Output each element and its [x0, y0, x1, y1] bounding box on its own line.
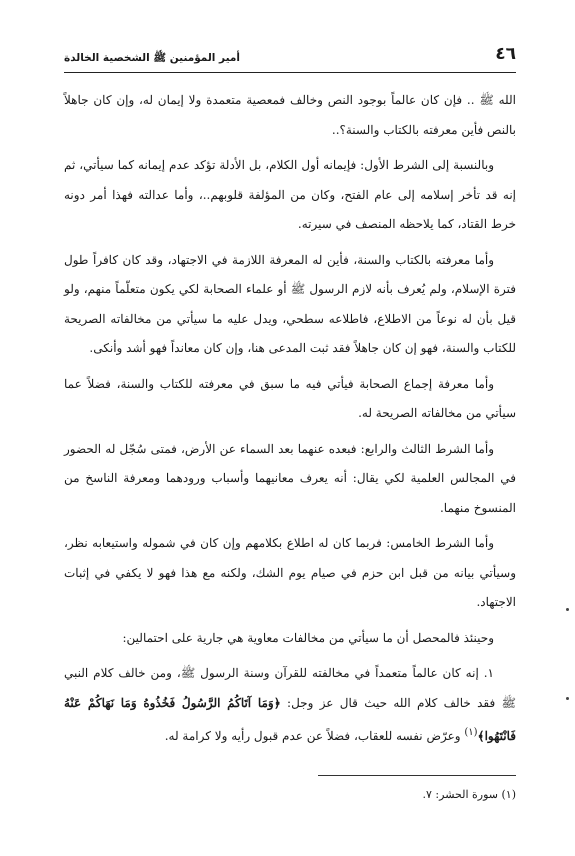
header-rule	[64, 72, 516, 73]
scan-mark	[566, 697, 569, 700]
paragraph-text: ١. إنه كان عالماً متعمداً في مخالفته للقرآن وسنة الرسول ﷺ، ومن خالف كلام النبي ﷺ فقد خالف كلام الله حيث قال عز وجل:	[64, 666, 517, 710]
paragraph: وأما الشرط الثالث والرابع: فبعده عنهما بعد السماء عن الأرض، فمتى سُجّل له الحضور في المجالس العلمية لكي يقال: أنه يعرف معانيهما وأسباب ورودهما ومعرفة الناسخ من المنسوخ منهما.	[64, 441, 516, 515]
footnote-rule	[318, 775, 516, 776]
page-number: ٤٦	[495, 44, 516, 64]
footnote-marker: (١)	[464, 727, 478, 738]
paragraph: وأما معرفة إجماع الصحابة فيأتي فيه ما سبق في معرفته للكتاب والسنة، فضلاً عما سيأتي من مخالفاته الصريحة له.	[64, 376, 516, 420]
paragraph-text: وعرّض نفسه للعقاب، فضلاً عن عدم قبول رأيه ولا كرامة له.	[164, 729, 465, 743]
paragraph: وأما معرفته بالكتاب والسنة، فأين له المعرفة اللازمة في الاجتهاد، وقد كان كافراً طول فترة الإسلام، ولم يُعرف بأنه لازم الرسول ﷺ أو علماء الصحابة لكي يكون متعلّماً منهم، ولو قيل بأن له نوعاً من الاطلاع، فاطلاعه سطحي، ويدل عليه ما سيأتي من مخالفاته الصريحة للكتاب والسنة، فهو إن كان جاهلاً فقد ثبت المدعى هنا، وإن كان معانداً فهو أشد وأنكى.	[64, 252, 516, 355]
paragraph: وأما الشرط الخامس: فربما كان له اطلاع بكلامهم وإن كان في شموله واستيعابه نظر، وسيأتي بيانه من قبل ابن حزم في صيام يوم الشك، ولكنه مع هذا فهو لا يكفي في إثبات الاجتهاد.	[64, 536, 516, 609]
running-title: أمير المؤمنين ﷺ الشخصية الخالدة	[64, 52, 240, 64]
paragraph-with-verse	[64, 659, 516, 752]
scan-mark	[566, 608, 569, 611]
quran-verse: ﴿وَمَا آتَاكُمُ الرَّسُولُ فَخُذُوهُ وَمَا نَهَاكُمْ عَنْهُ فَانْتَهُوا﴾	[64, 695, 516, 743]
paragraph: الله ﷺ .. فإن كان عالماً بوجود النص وخالف فمعصية متعمدة ولا إيمان له، وإن كان جاهلاً بالنص فأين معرفته بالكتاب والسنة؟..	[64, 93, 516, 137]
page-header	[64, 46, 516, 70]
paragraph: وبالنسبة إلى الشرط الأول: فإيمانه أول الكلام، بل الأدلة تؤكد عدم إيمانه كما سيأتي، ثم إنه قد تأخر إسلامه إلى عام الفتح، وكان من المؤلفة قلوبهم..، وأما عدالته فهذا أمر دونه خرط القتاد، كما يلاحظه المنصف في سيرته.	[64, 158, 516, 231]
body-text	[64, 86, 516, 758]
footnote: (١) سورة الحشر: ٧.	[422, 788, 516, 801]
paragraph: وحينئذ فالمحصل أن ما سيأتي من مخالفات معاوية هي جارية على احتمالين:	[122, 630, 494, 645]
